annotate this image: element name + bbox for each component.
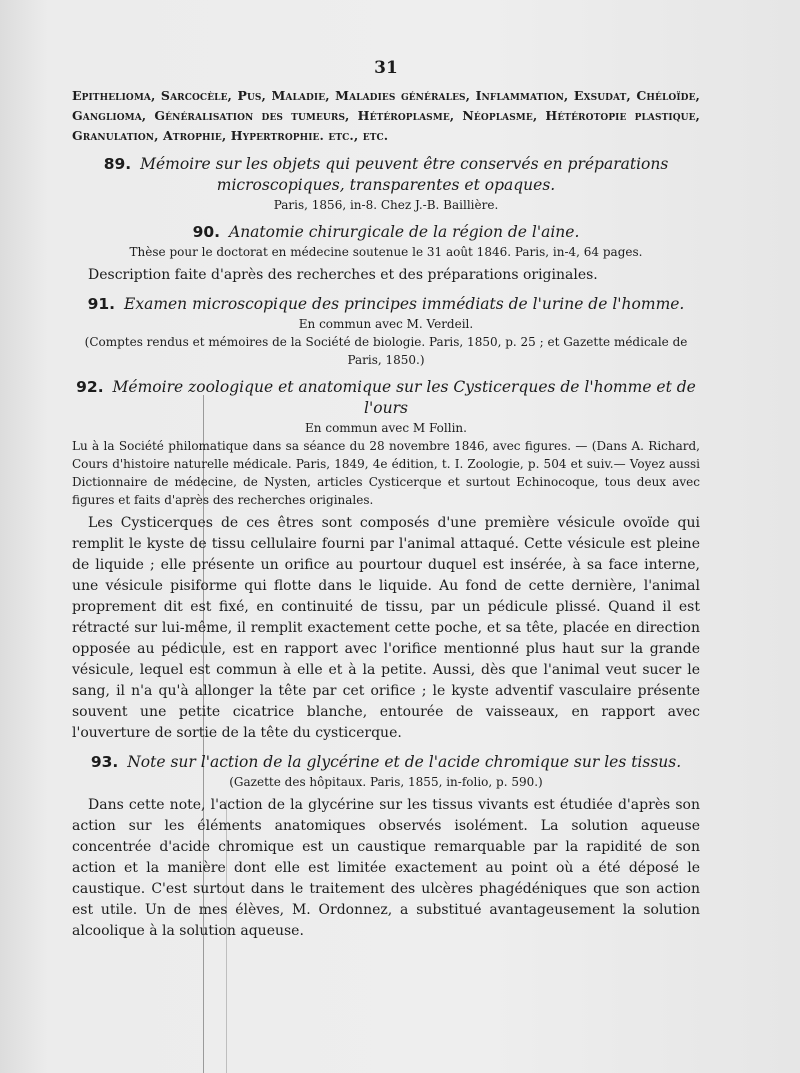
entry-92: [72, 377, 700, 744]
entry-description: Les Cysticerques de ces êtres sont composés d'une première vésicule ovoïde qui remplit le kyste de tissu cellulaire fourni par l'animal attaqué. Cette vésicule est pleine de liquide ; elle présente un orifice au pourtour duquel est insérée, à sa face interne, une vésicule pisiforme qui flotte dans le liquide. Au fond de cette dernière, l'animal proprement dit est fixé, en continuité de tissu, par un pédicule plissé. Quand il est rétracté sur lui-même, il remplit exactement cette poche, et sa tête, placée en direction opposée au pédicule, est en rapport avec l'orifice mentionné plus haut sur la grande vésicule, lequel est commun à elle et à la petite. Aussi, dès que l'animal veut sucer le sang, il n'a qu'à allonger la tête par cet orifice ; le kyste adventif vasculaire présente souvent une petite cicatrice blanche, entourée de vaisseaux, en rapport avec l'ouverture de sortie de la tête du cysticerque.: [72, 515, 700, 741]
entry-89: [72, 154, 700, 214]
entry-90: [72, 222, 700, 286]
entry-title-text: Mémoire sur les objets qui peuvent être conservés en préparations microscopiques, transparentes et opaques.: [140, 155, 669, 194]
entry-91: [72, 294, 700, 369]
entry-title: [72, 294, 700, 315]
entry-publication: (Comptes rendus et mémoires de la Société de biologie. Paris, 1850, p. 25 ; et Gazette médicale de Paris, 1850.): [84, 335, 688, 367]
entry-number: 92.: [76, 378, 104, 396]
entry-93: [72, 752, 700, 942]
entry-title: [72, 222, 700, 243]
entry-title: [72, 154, 700, 196]
entry-number: 91.: [87, 295, 116, 313]
page-number: 31: [374, 58, 398, 78]
entry-publication: Lu à la Société philomatique dans sa séance du 28 novembre 1846, avec figures. — (Dans A. Richard, Cours d'histoire naturelle médicale. Paris, 1849, 4e édition, t. I. Zoologie, p. 504 et suiv.— Voyez aussi Dictionnaire de médecine, de Nysten, articles Cysticerque et surtout Echinocoque, tous deux avec figures et faits d'après des recherches originales.: [72, 439, 700, 507]
entry-title: [72, 377, 700, 419]
entry-collaboration: En commun avec M. Verdeil.: [298, 317, 474, 331]
entry-title-text: Mémoire zoologique et anatomique sur les Cysticerques de l'homme et de l'ours: [112, 378, 696, 417]
entry-title-text: Examen microscopique des principes immédiats de l'urine de l'homme.: [124, 295, 685, 313]
entry-description: Dans cette note, l'action de la glycérine sur les tissus vivants est étudiée d'après son action sur les éléments anatomiques observés isolément. La solution aqueuse concentrée d'acide chromique est un caustique remarquable par la rapidité de son action et la manière dont elle est limitée exactement au point où a été déposé le caustique. C'est surtout dans le traitement des ulcères phagédéniques que son action est utile. Un de mes élèves, M. Ordonnez, a substitué avantageusement la solution alcoolique à la solution aqueuse.: [72, 797, 700, 939]
entry-number: 93.: [90, 753, 119, 771]
entry-number: 89.: [103, 155, 132, 173]
entry-publication: (Gazette des hôpitaux. Paris, 1855, in-folio, p. 590.): [229, 775, 543, 789]
entry-title-text: Anatomie chirurgicale de la région de l'aine.: [229, 223, 580, 241]
entry-number: 90.: [192, 223, 221, 241]
page-content: [72, 58, 700, 942]
entry-collaboration: En commun avec M Follin.: [305, 421, 467, 435]
entry-title: [72, 752, 700, 773]
entry-publication: Paris, 1856, in-8. Chez J.-B. Baillière.: [273, 198, 499, 212]
entry-description: Description faite d'après des recherches et des préparations originales.: [88, 267, 598, 283]
entry-title-text: Note sur l'action de la glycérine et de l'acide chromique sur les tissus.: [127, 753, 682, 771]
entry-publication: Thèse pour le doctorat en médecine soutenue le 31 août 1846. Paris, in-4, 64 pages.: [129, 245, 643, 259]
keywords-list: Epithelioma, Sarcocèle, Pus, Maladie, Maladies générales, Inflammation, Exsudat, Chéloïde, Ganglioma, Généralisation des tumeurs, Hétéroplasme, Néoplasme, Hétérotopie plastique, Granulation, Atrophie, Hypertrophie. etc., etc.: [72, 88, 700, 143]
